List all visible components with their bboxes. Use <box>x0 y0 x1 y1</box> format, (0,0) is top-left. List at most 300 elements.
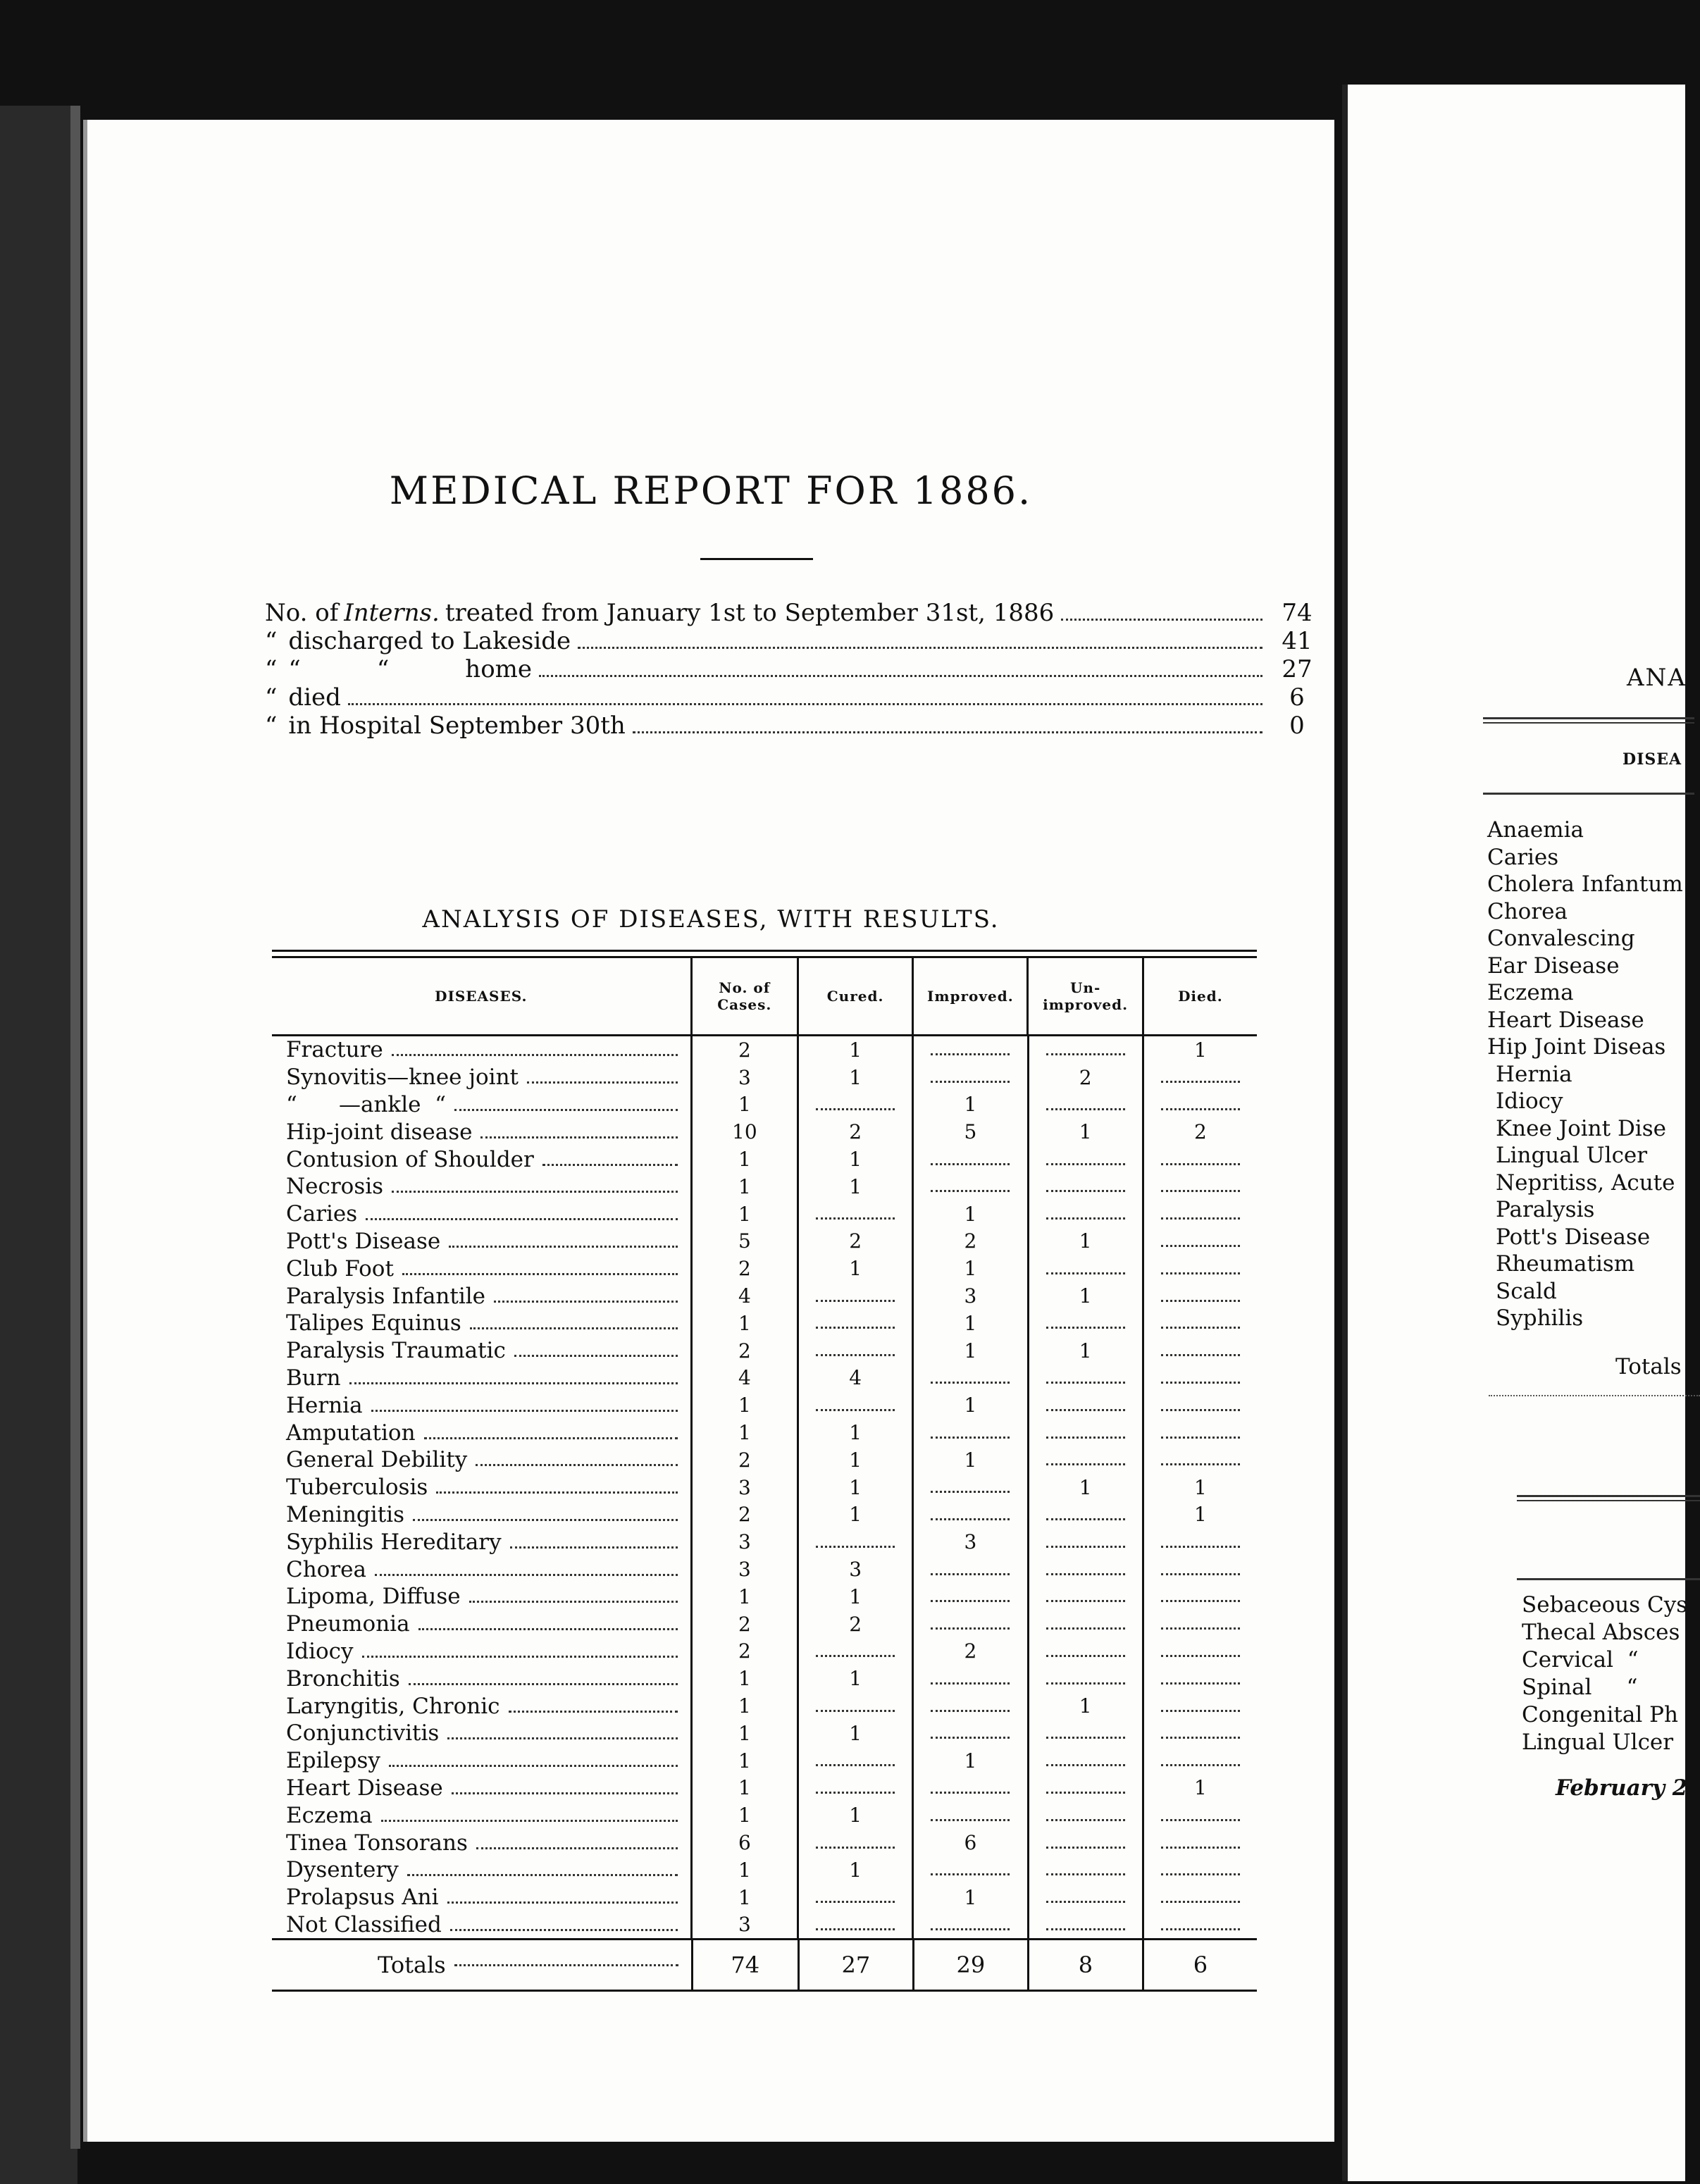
dot-leader <box>409 1682 678 1685</box>
cured-value: 1 <box>849 1148 862 1172</box>
cured-cell <box>797 1583 912 1611</box>
dot-leader <box>527 1081 678 1084</box>
dot-leader <box>1046 1599 1125 1602</box>
died-cell <box>1142 1583 1257 1611</box>
summary-row <box>265 627 1322 655</box>
dot-leader <box>931 1709 1010 1712</box>
disease-name: Talipes Equinus <box>286 1310 461 1336</box>
dot-leader <box>931 1599 1010 1602</box>
dot-leader <box>1046 1408 1125 1411</box>
dot-leader <box>1046 1326 1125 1329</box>
disease-name: Necrosis <box>286 1174 384 1200</box>
disease-name: Bronchitis <box>286 1665 400 1692</box>
title-rule <box>700 558 813 560</box>
book-binding <box>0 106 77 2184</box>
disease-name-cell <box>272 1228 690 1255</box>
totals-died: 6 <box>1142 1940 1257 1990</box>
improved-cell <box>912 1884 1026 1911</box>
dot-leader <box>1161 1381 1240 1384</box>
dot-leader <box>1046 1682 1125 1684</box>
table-row <box>272 1446 1257 1474</box>
unimproved-cell <box>1027 1391 1142 1419</box>
dot-leader <box>1161 1408 1240 1411</box>
table-row <box>272 1911 1257 1939</box>
died-cell <box>1142 1365 1257 1392</box>
table-top-rule <box>272 950 1257 958</box>
dot-leader <box>1161 1736 1240 1739</box>
dot-leader <box>1046 1189 1125 1192</box>
dot-leader <box>931 1791 1010 1794</box>
table-row <box>272 1638 1257 1665</box>
died-cell <box>1142 1692 1257 1720</box>
disease-name: General Debility <box>286 1447 468 1473</box>
dot-leader <box>1046 1436 1125 1439</box>
cases-cell <box>690 1501 797 1529</box>
cured-value: 1 <box>849 1174 862 1198</box>
improved-cell <box>912 1282 1026 1310</box>
table-row <box>272 1665 1257 1692</box>
died-cell <box>1142 1337 1257 1365</box>
disease-name: Prolapsus Ani <box>286 1885 439 1911</box>
disease-name: Contusion of Shoulder <box>286 1146 534 1172</box>
dot-leader <box>1161 1244 1240 1247</box>
cured-cell <box>797 1173 912 1200</box>
died-cell <box>1142 1282 1257 1310</box>
disease-name-cell <box>272 1911 690 1939</box>
improved-value: 1 <box>964 1257 977 1281</box>
unimproved-cell <box>1027 1611 1142 1638</box>
dot-leader <box>816 1928 895 1930</box>
table-row <box>272 1611 1257 1638</box>
improved-cell <box>912 1064 1026 1091</box>
disease-name-cell <box>272 1856 690 1884</box>
dot-leader <box>931 1189 1010 1192</box>
improved-cell <box>912 1638 1026 1665</box>
dot-leader <box>931 1490 1010 1493</box>
died-cell <box>1142 1419 1257 1446</box>
disease-name: Hernia <box>286 1392 363 1418</box>
dot-leader <box>1161 1818 1240 1821</box>
dot-leader <box>407 1873 678 1876</box>
cases-value: 1 <box>738 1694 751 1718</box>
table-row <box>272 1337 1257 1365</box>
died-cell <box>1142 1747 1257 1775</box>
cases-cell <box>690 1911 797 1939</box>
dot-leader <box>510 1546 678 1549</box>
right-page-item: Idiocy <box>1496 1088 1563 1114</box>
disease-name: Conjunctivitis <box>286 1720 440 1746</box>
disease-name-cell <box>272 1474 690 1501</box>
cured-value: 1 <box>849 1584 862 1608</box>
dot-leader <box>452 1792 678 1794</box>
dot-leader <box>816 1299 895 1302</box>
dot-leader <box>816 1408 895 1411</box>
cured-cell <box>797 1146 912 1173</box>
cured-value: 1 <box>849 1421 862 1445</box>
dot-leader <box>931 1928 1010 1930</box>
cases-value: 1 <box>738 1311 751 1335</box>
totals-improved: 29 <box>912 1940 1027 1990</box>
dot-leader <box>1046 1381 1125 1384</box>
improved-cell <box>912 1228 1026 1255</box>
dot-leader <box>1161 1846 1240 1849</box>
unimproved-cell <box>1027 1337 1142 1365</box>
cases-value: 3 <box>738 1913 751 1937</box>
disease-name: Burn <box>286 1365 341 1391</box>
disease-name-cell <box>272 1146 690 1173</box>
cases-value: 2 <box>738 1639 751 1663</box>
dot-leader <box>1161 1272 1240 1274</box>
dot-leader <box>1046 1873 1125 1875</box>
dot-leader <box>389 1764 678 1767</box>
improved-cell <box>912 1775 1026 1802</box>
cured-value: 1 <box>849 1721 862 1745</box>
dot-leader <box>931 1682 1010 1684</box>
cured-cell <box>797 1692 912 1720</box>
improved-cell <box>912 1692 1026 1720</box>
disease-name: Synovitis—knee joint <box>286 1065 519 1091</box>
died-value: 1 <box>1193 1503 1207 1527</box>
improved-cell <box>912 1365 1026 1392</box>
dot-leader <box>1046 1928 1125 1930</box>
header-died: Died. <box>1142 958 1257 1034</box>
table-row <box>272 1365 1257 1392</box>
dot-leader <box>469 1600 678 1603</box>
right-page <box>1342 85 1688 2181</box>
right-page-lower-item: Lingual Ulcer <box>1522 1730 1674 1755</box>
cases-cell <box>690 1255 797 1282</box>
right-page-item: Ear Disease <box>1487 953 1620 979</box>
unimproved-value: 1 <box>1079 1694 1092 1718</box>
cases-cell <box>690 1747 797 1775</box>
unimproved-value: 1 <box>1079 1475 1092 1499</box>
cases-value: 6 <box>738 1831 751 1854</box>
dot-leader <box>1046 1900 1125 1903</box>
cured-cell <box>797 1419 912 1446</box>
dot-leader <box>931 1518 1010 1520</box>
table-row <box>272 1173 1257 1200</box>
dot-leader <box>1161 1189 1240 1192</box>
totals-row <box>272 1938 1257 1990</box>
dot-leader <box>454 1963 678 1966</box>
dot-leader <box>454 1108 678 1111</box>
cases-cell <box>690 1884 797 1911</box>
unimproved-cell <box>1027 1282 1142 1310</box>
dot-leader <box>348 703 1262 705</box>
dot-leader <box>1046 1162 1125 1165</box>
died-cell <box>1142 1118 1257 1146</box>
unimproved-cell <box>1027 1775 1142 1802</box>
table-row <box>272 1474 1257 1501</box>
disease-name-cell <box>272 1801 690 1829</box>
improved-cell <box>912 1911 1026 1939</box>
disease-name-cell <box>272 1692 690 1720</box>
unimproved-cell <box>1027 1091 1142 1119</box>
improved-value: 1 <box>964 1339 977 1363</box>
cases-value: 1 <box>738 1667 751 1691</box>
right-page-item: Anaemia <box>1487 817 1584 843</box>
table-row <box>272 1720 1257 1747</box>
dot-leader <box>1161 1928 1240 1930</box>
right-page-totals-rule <box>1489 1395 1700 1396</box>
table-row <box>272 1391 1257 1419</box>
cured-value: 1 <box>849 1475 862 1499</box>
died-value: 1 <box>1193 1038 1207 1062</box>
disease-name: Pneumonia <box>286 1611 410 1637</box>
dot-leader <box>1046 1846 1125 1849</box>
cured-value: 2 <box>849 1229 862 1253</box>
disease-name-cell <box>272 1501 690 1529</box>
improved-cell <box>912 1118 1026 1146</box>
unimproved-cell <box>1027 1884 1142 1911</box>
dot-leader <box>578 647 1262 649</box>
cured-cell <box>797 1091 912 1119</box>
died-cell <box>1142 1228 1257 1255</box>
improved-cell <box>912 1501 1026 1529</box>
dot-leader <box>931 1436 1010 1439</box>
disease-name: Syphilis Hereditary <box>286 1529 502 1555</box>
cured-cell <box>797 1200 912 1228</box>
disease-name-cell <box>272 1884 690 1911</box>
dot-leader <box>1161 1463 1240 1465</box>
improved-cell <box>912 1337 1026 1365</box>
disease-name-cell <box>272 1091 690 1119</box>
summary-row <box>265 599 1322 627</box>
right-page-lower-item: Spinal “ <box>1522 1675 1638 1700</box>
right-page-item: Chorea <box>1487 898 1568 924</box>
dot-leader <box>931 1736 1010 1739</box>
cases-cell <box>690 1173 797 1200</box>
summary-text: “ “ home <box>288 655 533 683</box>
died-cell <box>1142 1856 1257 1884</box>
improved-value: 1 <box>964 1394 977 1417</box>
died-cell <box>1142 1501 1257 1529</box>
disease-name-cell <box>272 1583 690 1611</box>
table-row <box>272 1556 1257 1583</box>
died-value: 1 <box>1193 1776 1207 1800</box>
dot-leader <box>1046 1763 1125 1766</box>
cured-value: 1 <box>849 1257 862 1281</box>
unimproved-cell <box>1027 1747 1142 1775</box>
right-page-item: Caries <box>1487 844 1559 870</box>
disease-name: Hip-joint disease <box>286 1119 473 1145</box>
died-value: 2 <box>1193 1120 1207 1144</box>
dot-leader <box>450 1928 678 1931</box>
dot-leader <box>1161 1599 1240 1602</box>
unimproved-cell <box>1027 1501 1142 1529</box>
disease-name: Club Foot <box>286 1255 394 1282</box>
disease-name-cell <box>272 1446 690 1474</box>
died-cell <box>1142 1200 1257 1228</box>
dot-leader <box>494 1300 678 1303</box>
improved-cell <box>912 1747 1026 1775</box>
disease-name-cell <box>272 1036 690 1064</box>
dot-leader <box>1046 1572 1125 1575</box>
cases-value: 2 <box>738 1612 751 1636</box>
dot-leader <box>931 1873 1010 1875</box>
dot-leader <box>542 1163 678 1166</box>
cases-cell <box>690 1228 797 1255</box>
disease-name: “ —ankle “ <box>286 1091 447 1117</box>
dot-leader <box>392 1190 678 1193</box>
dot-leader <box>816 1709 895 1712</box>
cases-value: 1 <box>738 1202 751 1226</box>
died-cell <box>1142 1638 1257 1665</box>
unimproved-cell <box>1027 1255 1142 1282</box>
right-page-item: Cholera Infantum <box>1487 871 1683 897</box>
dot-leader <box>816 1353 895 1356</box>
cured-cell <box>797 1310 912 1337</box>
diseases-table <box>272 950 1257 1992</box>
table-row <box>272 1255 1257 1282</box>
table-row <box>272 1091 1257 1119</box>
died-cell <box>1142 1884 1257 1911</box>
dot-leader <box>1061 619 1262 621</box>
cases-cell <box>690 1856 797 1884</box>
table-row <box>272 1747 1257 1775</box>
improved-cell <box>912 1720 1026 1747</box>
cases-value: 2 <box>738 1038 751 1062</box>
disease-name: Paralysis Infantile <box>286 1283 486 1309</box>
dot-leader <box>514 1354 678 1357</box>
cured-cell <box>797 1118 912 1146</box>
header-cured: Cured. <box>797 958 912 1034</box>
table-row <box>272 1228 1257 1255</box>
totals-label-text: Totals <box>378 1952 446 1979</box>
cured-cell <box>797 1391 912 1419</box>
disease-name-cell <box>272 1611 690 1638</box>
right-page-item: Syphilis <box>1496 1305 1584 1331</box>
right-page-heading: ANA <box>1627 664 1687 692</box>
dot-leader <box>1161 1763 1240 1766</box>
table-bottom-rule <box>272 1990 1257 1992</box>
summary-prefix: “ <box>265 683 278 712</box>
dot-leader <box>375 1573 678 1576</box>
disease-name: Tuberculosis <box>286 1475 428 1501</box>
disease-name: Fracture <box>286 1037 383 1063</box>
unimproved-cell <box>1027 1801 1142 1829</box>
died-cell <box>1142 1310 1257 1337</box>
dot-leader <box>931 1818 1010 1821</box>
dot-leader <box>1161 1217 1240 1220</box>
cases-value: 1 <box>738 1885 751 1909</box>
cases-cell <box>690 1200 797 1228</box>
dot-leader <box>1161 1627 1240 1630</box>
dot-leader <box>476 1463 677 1466</box>
cured-cell <box>797 1446 912 1474</box>
table-header <box>272 958 1257 1036</box>
table-row <box>272 1118 1257 1146</box>
dot-leader <box>349 1382 678 1384</box>
table-row <box>272 1419 1257 1446</box>
improved-value: 6 <box>964 1831 977 1854</box>
unimproved-cell <box>1027 1446 1142 1474</box>
dot-leader <box>1161 1326 1240 1329</box>
cases-cell <box>690 1611 797 1638</box>
totals-unimproved: 8 <box>1027 1940 1142 1990</box>
summary-value: 27 <box>1282 655 1313 683</box>
cases-value: 1 <box>738 1093 751 1117</box>
unimproved-cell <box>1027 1146 1142 1173</box>
improved-cell <box>912 1446 1026 1474</box>
dot-leader <box>1161 1873 1240 1875</box>
dot-leader <box>1161 1900 1240 1903</box>
cured-cell <box>797 1856 912 1884</box>
unimproved-value: 1 <box>1079 1229 1092 1253</box>
cases-value: 4 <box>738 1366 751 1390</box>
dot-leader <box>816 1791 895 1794</box>
disease-name-cell <box>272 1365 690 1392</box>
cured-value: 1 <box>849 1448 862 1472</box>
cases-value: 1 <box>738 1148 751 1172</box>
cases-cell <box>690 1036 797 1064</box>
cured-cell <box>797 1611 912 1638</box>
cured-cell <box>797 1665 912 1692</box>
cases-value: 3 <box>738 1475 751 1499</box>
dot-leader <box>1161 1299 1240 1302</box>
dot-leader <box>392 1053 678 1056</box>
disease-name-cell <box>272 1829 690 1856</box>
dot-leader <box>1161 1162 1240 1165</box>
disease-name: Lipoma, Diffuse <box>286 1584 461 1610</box>
died-cell <box>1142 1528 1257 1556</box>
dot-leader <box>816 1326 895 1329</box>
unimproved-cell <box>1027 1419 1142 1446</box>
page-title: MEDICAL REPORT FOR 1886. <box>389 469 1033 513</box>
improved-value: 1 <box>964 1202 977 1226</box>
dot-leader <box>1046 1463 1125 1465</box>
unimproved-cell <box>1027 1200 1142 1228</box>
improved-cell <box>912 1173 1026 1200</box>
right-page-lower-rule <box>1517 1495 1700 1501</box>
died-cell <box>1142 1474 1257 1501</box>
cases-cell <box>690 1638 797 1665</box>
disease-name-cell <box>272 1282 690 1310</box>
cases-value: 2 <box>738 1448 751 1472</box>
disease-name: Heart Disease <box>286 1775 443 1801</box>
improved-value: 5 <box>964 1120 977 1144</box>
dot-leader <box>470 1327 678 1329</box>
unimproved-cell <box>1027 1036 1142 1064</box>
summary-prefix: “ <box>265 627 278 655</box>
improved-cell <box>912 1391 1026 1419</box>
cured-cell <box>797 1255 912 1282</box>
dot-leader <box>633 731 1262 733</box>
unimproved-cell <box>1027 1064 1142 1091</box>
table-row <box>272 1801 1257 1829</box>
summary-value: 6 <box>1289 683 1305 712</box>
summary-row <box>265 683 1322 712</box>
dot-leader <box>447 1737 677 1739</box>
unimproved-cell <box>1027 1720 1142 1747</box>
table-row <box>272 1146 1257 1173</box>
cured-cell <box>797 1556 912 1583</box>
table-row <box>272 1310 1257 1337</box>
improved-value: 3 <box>964 1284 977 1308</box>
header-improved: Improved. <box>912 958 1026 1034</box>
header-cases: No. of Cases. <box>690 958 797 1034</box>
header-unimproved: Un- improved. <box>1026 958 1141 1034</box>
disease-name-cell <box>272 1337 690 1365</box>
cases-cell <box>690 1419 797 1446</box>
cured-value: 1 <box>849 1804 862 1828</box>
cured-cell <box>797 1775 912 1802</box>
cases-value: 2 <box>738 1257 751 1281</box>
improved-value: 1 <box>964 1749 977 1773</box>
cases-cell <box>690 1365 797 1392</box>
dot-leader <box>931 1381 1010 1384</box>
improved-cell <box>912 1310 1026 1337</box>
